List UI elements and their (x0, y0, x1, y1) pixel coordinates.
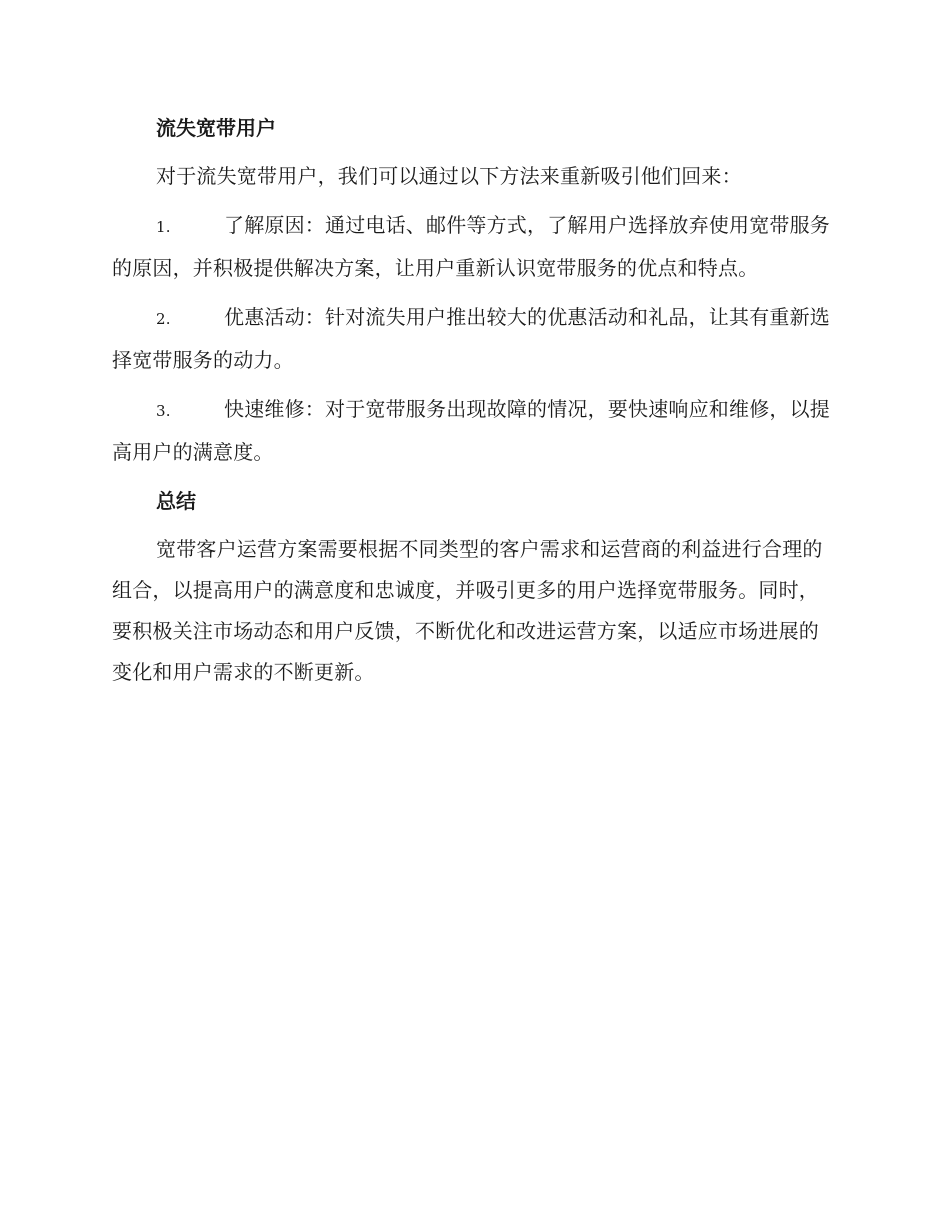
list-item-text: 快速维修：对于宽带服务出现故障的情况，要快速响应和维修，以提高用户的满意度。 (112, 397, 830, 464)
list-item-number: 2. (156, 310, 171, 328)
section-heading-summary: 总结 (156, 489, 196, 513)
section-intro-paragraph: 对于流失宽带用户，我们可以通过以下方法来重新吸引他们回来： (156, 164, 742, 188)
list-item-number: 1. (156, 218, 171, 236)
summary-paragraph: 宽带客户运营方案需要根据不同类型的客户需求和运营商的利益进行合理的组合，以提高用户的满意度和忠诚度，并吸引更多的用户选择宽带服务。同时，要积极关注市场动态和用户反馈，不断优化和改进运营方案，以适应市场进展的变化和用户需求的不断更新。 (112, 537, 823, 684)
list-item (112, 297, 836, 381)
section-heading-lost-users: 流失宽带用户 (156, 116, 276, 140)
list-item-text: 了解原因：通过电话、邮件等方式，了解用户选择放弃使用宽带服务的原因，并积极提供解决方案，让用户重新认识宽带服务的优点和特点。 (112, 213, 830, 280)
list-item-text: 优惠活动：针对流失用户推出较大的优惠活动和礼品，让其有重新选择宽带服务的动力。 (112, 305, 830, 372)
list-item (112, 205, 836, 289)
list-item (112, 389, 836, 473)
document-content (112, 108, 836, 701)
list-item-number: 3. (156, 402, 171, 420)
